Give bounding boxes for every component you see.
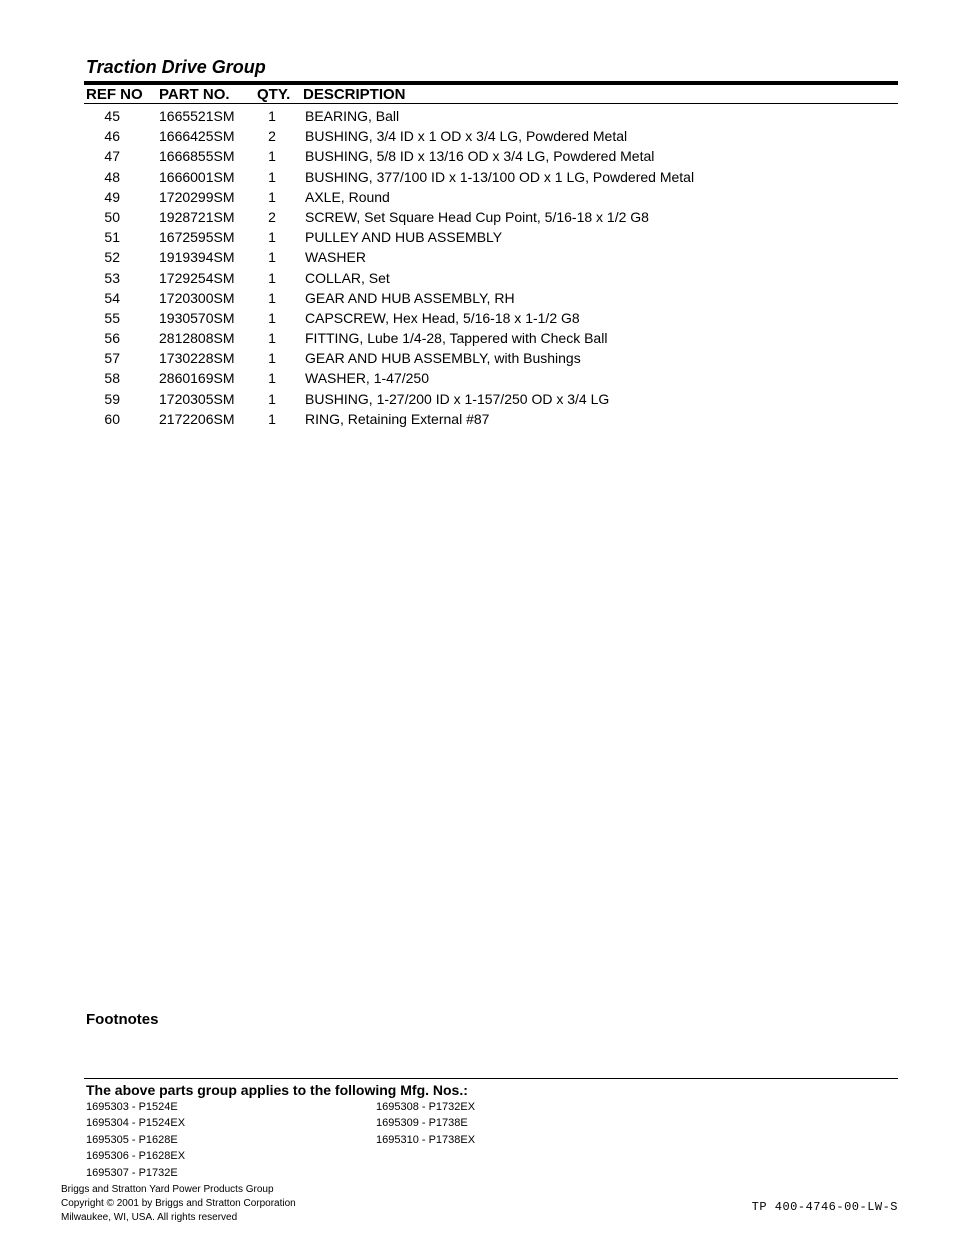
description-cell: CAPSCREW, Hex Head, 5/16-18 x 1-1/2 G8 (305, 309, 580, 326)
description-cell: WASHER, 1-47/250 (305, 370, 429, 387)
description-cell: GEAR AND HUB ASSEMBLY, with Bushings (305, 350, 581, 367)
table-row (84, 349, 898, 369)
qty-cell: 2 (268, 208, 276, 225)
part-no-cell: 1666425SM (159, 128, 235, 145)
mfg-item: 1695303 - P1524E (86, 1101, 178, 1113)
document-number: TP 400-4746-00-LW-S (751, 1200, 898, 1214)
part-no-cell: 1672595SM (159, 229, 235, 246)
ref-no-cell: 49 (104, 188, 120, 205)
company-line: Briggs and Stratton Yard Power Products Group (61, 1184, 274, 1195)
table-row (84, 147, 898, 167)
part-no-cell: 1720305SM (159, 390, 235, 407)
description-cell: WASHER (305, 249, 366, 266)
qty-cell: 1 (268, 229, 276, 246)
title-rule (84, 81, 898, 85)
ref-no-cell: 57 (104, 350, 120, 367)
description-cell: AXLE, Round (305, 188, 390, 205)
company-info (61, 1183, 296, 1225)
mfg-item: 1695310 - P1738EX (376, 1133, 476, 1146)
ref-no-cell: 60 (104, 410, 120, 427)
mfg-item: 1695304 - P1524EX (86, 1117, 186, 1130)
parts-table (84, 107, 898, 430)
company-line: Milwaukee, WI, USA. All rights reserved (61, 1212, 238, 1223)
part-no-cell: 1919394SM (159, 249, 235, 266)
part-no-cell: 1930570SM (159, 309, 235, 326)
ref-no-cell: 52 (104, 249, 120, 266)
qty-cell: 1 (268, 249, 276, 266)
qty-cell: 1 (268, 350, 276, 367)
description-cell: BUSHING, 3/4 ID x 1 OD x 3/4 LG, Powdered Metal (305, 128, 628, 145)
ref-no-cell: 51 (104, 229, 120, 246)
table-row (84, 248, 898, 268)
ref-no-cell: 47 (104, 148, 120, 165)
ref-no-cell: 59 (104, 390, 120, 407)
applies-heading: The above parts group applies to the following Mfg. Nos.: (86, 1082, 468, 1098)
mfg-item: 1695308 - P1732EX (376, 1101, 476, 1113)
company-line: Copyright © 2001 by Briggs and Stratton Corporation (61, 1198, 296, 1209)
qty-cell: 1 (268, 330, 276, 347)
col-ref-no: REF NO (86, 86, 143, 103)
qty-cell: 1 (268, 370, 276, 387)
table-header (84, 86, 898, 103)
ref-no-cell: 53 (104, 269, 120, 286)
table-row (84, 390, 898, 410)
qty-cell: 1 (268, 269, 276, 286)
description-cell: PULLEY AND HUB ASSEMBLY (305, 229, 503, 246)
part-no-cell: 1666001SM (159, 168, 235, 185)
ref-no-cell: 55 (104, 309, 120, 326)
part-no-cell: 1730228SM (159, 350, 235, 367)
ref-no-cell: 58 (104, 370, 120, 387)
part-no-cell: 1729254SM (159, 269, 235, 286)
table-row (84, 188, 898, 208)
mfg-item: 1695306 - P1628EX (86, 1150, 186, 1163)
description-cell: FITTING, Lube 1/4-28, Tappered with Check Ball (305, 330, 608, 347)
description-cell: RING, Retaining External #87 (305, 410, 490, 427)
footnotes-heading: Footnotes (86, 1011, 159, 1028)
table-row (84, 269, 898, 289)
table-row (84, 329, 898, 349)
table-row (84, 410, 898, 430)
part-no-cell: 2172206SM (159, 410, 235, 427)
table-row (84, 127, 898, 147)
table-row (84, 208, 898, 228)
page-title: Traction Drive Group (86, 57, 266, 77)
qty-cell: 1 (268, 390, 276, 407)
table-row (84, 228, 898, 248)
table-row (84, 309, 898, 329)
part-no-cell: 1665521SM (159, 108, 235, 124)
table-row (84, 107, 898, 127)
description-cell: BUSHING, 377/100 ID x 1-13/100 OD x 1 LG, Powdered Metal (305, 168, 695, 185)
qty-cell: 1 (268, 188, 276, 205)
ref-no-cell: 56 (104, 330, 120, 347)
ref-no-cell: 50 (104, 208, 120, 225)
part-no-cell: 1720300SM (159, 289, 235, 306)
qty-cell: 1 (268, 108, 276, 124)
description-cell: SCREW, Set Square Head Cup Point, 5/16-18 x 1/2 G8 (305, 208, 649, 225)
col-part-no: PART NO. (159, 86, 230, 103)
table-row (84, 369, 898, 389)
qty-cell: 1 (268, 289, 276, 306)
ref-no-cell: 48 (104, 168, 120, 185)
part-no-cell: 1720299SM (159, 188, 235, 205)
col-qty: QTY. (257, 86, 291, 103)
mfg-item: 1695309 - P1738E (376, 1117, 468, 1130)
ref-no-cell: 46 (104, 128, 120, 145)
qty-cell: 1 (268, 410, 276, 427)
description-cell: BEARING, Ball (305, 108, 400, 124)
qty-cell: 1 (268, 148, 276, 165)
table-row (84, 168, 898, 188)
ref-no-cell: 45 (104, 108, 120, 124)
description-cell: COLLAR, Set (305, 269, 390, 286)
footer-rule (84, 1078, 898, 1079)
qty-cell: 1 (268, 309, 276, 326)
header-rule (84, 103, 898, 104)
col-description: DESCRIPTION (303, 86, 406, 103)
description-cell: GEAR AND HUB ASSEMBLY, RH (305, 289, 515, 306)
mfg-item: 1695305 - P1628E (86, 1133, 178, 1146)
mfg-item: 1695307 - P1732E (86, 1166, 178, 1179)
part-no-cell: 2860169SM (159, 370, 235, 387)
description-cell: BUSHING, 5/8 ID x 13/16 OD x 3/4 LG, Powdered Metal (305, 148, 655, 165)
qty-cell: 2 (268, 128, 276, 145)
ref-no-cell: 54 (104, 289, 120, 306)
part-no-cell: 1666855SM (159, 148, 235, 165)
qty-cell: 1 (268, 168, 276, 185)
part-no-cell: 2812808SM (159, 330, 235, 347)
description-cell: BUSHING, 1-27/200 ID x 1-157/250 OD x 3/4 LG (305, 390, 610, 407)
part-no-cell: 1928721SM (159, 208, 235, 225)
mfg-list-right (376, 1099, 475, 1148)
mfg-list-left (86, 1099, 185, 1181)
table-row (84, 289, 898, 309)
